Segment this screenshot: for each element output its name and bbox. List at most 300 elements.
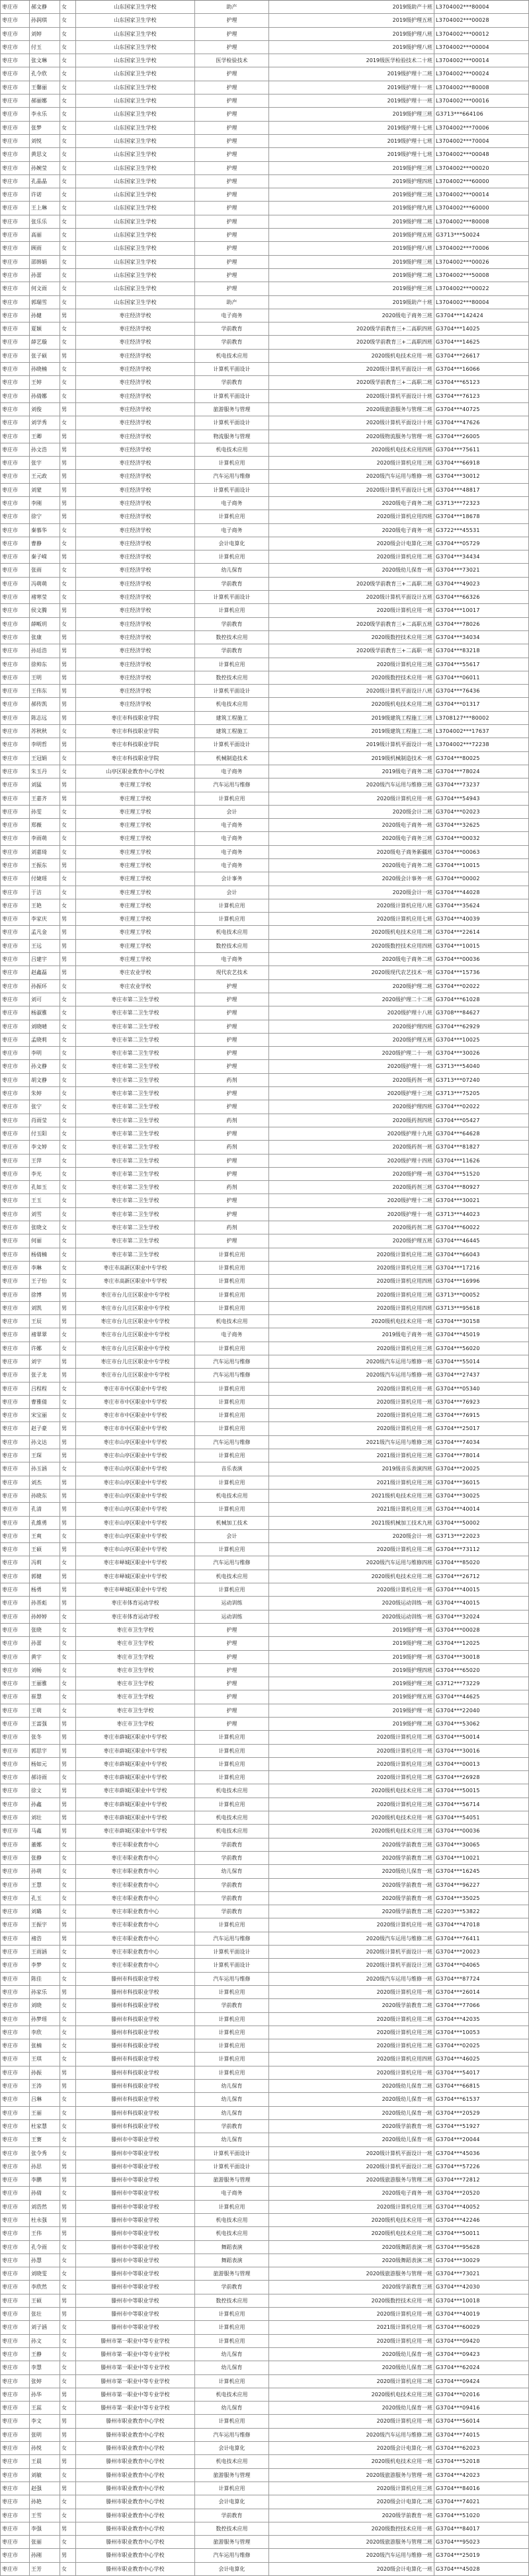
name-cell: 黄思文 bbox=[29, 148, 60, 161]
gender-cell: 女 bbox=[60, 980, 75, 993]
city-cell: 枣庄市 bbox=[0, 618, 29, 630]
table-row bbox=[0, 1784, 529, 1798]
gender-cell: 女 bbox=[60, 336, 75, 348]
city-cell: 枣庄市 bbox=[0, 578, 29, 590]
name-cell: 吕琳 bbox=[29, 2093, 60, 2105]
id-code-cell: G3704***30158 bbox=[434, 1315, 529, 1328]
school-cell: 枣庄市第二卫生学校 bbox=[75, 1208, 194, 1221]
city-cell: 枣庄市 bbox=[0, 1624, 29, 1636]
table-row bbox=[0, 416, 529, 430]
class-cell: 2020级计算机平面设计八班 bbox=[268, 685, 434, 697]
class-cell: 2020级机电技术应用二班 bbox=[268, 1570, 434, 1583]
class-cell: 2020级计算机应用一班 bbox=[268, 1396, 434, 1408]
id-code-cell: G3704***73021 bbox=[434, 2267, 529, 2280]
table-row bbox=[0, 1503, 529, 1516]
school-cell: 滕州市职业教育中心学校 bbox=[75, 2482, 194, 2495]
gender-cell: 女 bbox=[60, 1342, 75, 1355]
gender-cell: 女 bbox=[60, 322, 75, 335]
class-cell: 2020级学前教育二班 bbox=[268, 1999, 434, 2012]
city-cell: 枣庄市 bbox=[0, 1, 29, 13]
class-cell: 2019级护理三班 bbox=[268, 108, 434, 120]
name-cell: 李明哲 bbox=[29, 738, 60, 751]
gender-cell: 女 bbox=[60, 1704, 75, 1717]
school-cell: 枣庄理工学校 bbox=[75, 846, 194, 858]
gender-cell: 女 bbox=[60, 363, 75, 375]
table-row bbox=[0, 457, 529, 470]
gender-cell: 男 bbox=[60, 1315, 75, 1328]
gender-cell: 男 bbox=[60, 1570, 75, 1583]
major-cell: 护理 bbox=[194, 1127, 268, 1140]
name-cell: 王琛 bbox=[29, 1449, 60, 1462]
table-row bbox=[0, 1718, 529, 1731]
city-cell: 枣庄市 bbox=[0, 1677, 29, 1690]
class-cell: 2020级计算机应用一班 bbox=[268, 1383, 434, 1395]
id-code-cell: G3704***00028 bbox=[434, 1624, 529, 1636]
id-code-cell: G3704***34034 bbox=[434, 631, 529, 644]
id-code-cell: G3704***95628 bbox=[434, 2241, 529, 2254]
school-cell: 滕州市科技职业学校 bbox=[75, 2026, 194, 2039]
school-cell: 滕州市科技职业学校 bbox=[75, 1986, 194, 1998]
school-cell: 枣庄市职业教育中心 bbox=[75, 1892, 194, 1905]
table-row bbox=[0, 1758, 529, 1771]
id-code-cell: G3704***09424 bbox=[434, 2375, 529, 2388]
id-code-cell: L3704002***50008 bbox=[434, 269, 529, 282]
id-code-cell: G3704***42030 bbox=[434, 2281, 529, 2293]
class-cell: 2020级机电技术应用二班 bbox=[268, 698, 434, 710]
name-cell: 郝丽娜 bbox=[29, 95, 60, 107]
gender-cell: 男 bbox=[60, 2415, 75, 2427]
name-cell: 刘悦 bbox=[29, 135, 60, 147]
major-cell: 旅游服务与管理 bbox=[194, 2174, 268, 2186]
class-cell: 2020级护理四班 bbox=[268, 1020, 434, 1033]
gender-cell: 女 bbox=[60, 1181, 75, 1193]
table-row bbox=[0, 1583, 529, 1597]
id-code-cell: G3704***22040 bbox=[434, 1704, 529, 1717]
name-cell: 郑薇 bbox=[29, 819, 60, 831]
major-cell: 会计事务 bbox=[194, 872, 268, 885]
table-row bbox=[0, 1664, 529, 1677]
gender-cell: 男 bbox=[60, 2482, 75, 2495]
major-cell: 护理 bbox=[194, 1194, 268, 1207]
gender-cell: 女 bbox=[60, 899, 75, 912]
name-cell: 孙梦瑶 bbox=[29, 2013, 60, 2026]
major-cell: 学前教育 bbox=[194, 1999, 268, 2012]
name-cell: 刘畅 bbox=[29, 1664, 60, 1677]
name-cell: 郝文静 bbox=[29, 1, 60, 13]
table-row bbox=[0, 162, 529, 175]
table-row bbox=[0, 350, 529, 363]
gender-cell: 女 bbox=[60, 215, 75, 228]
table-row bbox=[0, 591, 529, 604]
id-code-cell: L3704002***60000 bbox=[434, 175, 529, 188]
school-cell: 枣庄理工学校 bbox=[75, 778, 194, 791]
gender-cell: 女 bbox=[60, 993, 75, 1006]
class-cell: 2020级计算机平面设计一班 bbox=[268, 1946, 434, 1958]
id-code-cell: G3704***10015 bbox=[434, 940, 529, 952]
name-cell: 付玉 bbox=[29, 41, 60, 54]
city-cell: 枣庄市 bbox=[0, 1194, 29, 1207]
major-cell: 护理 bbox=[194, 28, 268, 40]
school-cell: 枣庄市职业教育中心 bbox=[75, 1918, 194, 1931]
gender-cell: 男 bbox=[60, 1758, 75, 1770]
class-cell: 2020级计算机平面设计七班 bbox=[268, 484, 434, 496]
id-code-cell: G3704***45019 bbox=[434, 1328, 529, 1341]
name-cell: 王伟 bbox=[29, 2227, 60, 2240]
id-code-cell: G3704***16066 bbox=[434, 363, 529, 375]
city-cell: 枣庄市 bbox=[0, 430, 29, 443]
name-cell: 徐帅东 bbox=[29, 658, 60, 671]
major-cell: 机电技术应用 bbox=[194, 1570, 268, 1583]
id-code-cell: L3704002***80004 bbox=[434, 296, 529, 309]
school-cell: 枣庄经济学校 bbox=[75, 497, 194, 510]
table-row bbox=[0, 1302, 529, 1315]
gender-cell: 男 bbox=[60, 1543, 75, 1556]
school-cell: 枣庄市卫生学校 bbox=[75, 1704, 194, 1717]
gender-cell: 女 bbox=[60, 1087, 75, 1100]
school-cell: 滕州市职业教育中心学校 bbox=[75, 2509, 194, 2522]
table-row bbox=[0, 269, 529, 282]
major-cell: 计算机平面设计 bbox=[194, 484, 268, 496]
table-row bbox=[0, 671, 529, 685]
major-cell: 计算机应用 bbox=[194, 2039, 268, 2052]
name-cell: 李刚 bbox=[29, 497, 60, 510]
city-cell: 枣庄市 bbox=[0, 2053, 29, 2065]
school-cell: 枣庄市第二卫生学校 bbox=[75, 1034, 194, 1046]
gender-cell: 男 bbox=[60, 1986, 75, 1998]
id-code-cell: G3704***80927 bbox=[434, 1181, 529, 1193]
table-row bbox=[0, 2147, 529, 2160]
major-cell: 机电技术应用 bbox=[194, 1490, 268, 1502]
table-row bbox=[0, 296, 529, 309]
name-cell: 王丽 bbox=[29, 2107, 60, 2119]
id-code-cell: G3704***64628 bbox=[434, 1127, 529, 1140]
city-cell: 枣庄市 bbox=[0, 54, 29, 67]
table-row bbox=[0, 122, 529, 135]
city-cell: 枣庄市 bbox=[0, 2214, 29, 2226]
table-row bbox=[0, 1047, 529, 1060]
major-cell: 医学检验技术 bbox=[194, 54, 268, 67]
class-cell: 2021级计算机应用三班 bbox=[268, 1449, 434, 1462]
city-cell: 枣庄市 bbox=[0, 2415, 29, 2427]
name-cell: 王振宇 bbox=[29, 1918, 60, 1931]
name-cell: 赵强 bbox=[29, 2482, 60, 2495]
id-code-cell: G3704***35624 bbox=[434, 899, 529, 912]
school-cell: 枣庄理工学校 bbox=[75, 940, 194, 952]
id-code-cell: G3704***56020 bbox=[434, 1342, 529, 1355]
gender-cell: 男 bbox=[60, 604, 75, 617]
city-cell: 枣庄市 bbox=[0, 1422, 29, 1435]
city-cell: 枣庄市 bbox=[0, 403, 29, 416]
school-cell: 山东国家卫生学校 bbox=[75, 269, 194, 282]
school-cell: 枣庄经济学校 bbox=[75, 376, 194, 389]
class-cell: 2019级护理十二班 bbox=[268, 67, 434, 80]
city-cell: 枣庄市 bbox=[0, 1034, 29, 1046]
name-cell: 张文琳 bbox=[29, 54, 60, 67]
gender-cell: 女 bbox=[60, 148, 75, 161]
city-cell: 枣庄市 bbox=[0, 1262, 29, 1274]
name-cell: 曹雅倩 bbox=[29, 1396, 60, 1408]
table-row bbox=[0, 2267, 529, 2281]
gender-cell: 女 bbox=[60, 188, 75, 201]
gender-cell: 女 bbox=[60, 2563, 75, 2575]
table-row bbox=[0, 698, 529, 711]
id-code-cell: G3713***07240 bbox=[434, 1074, 529, 1086]
school-cell: 枣庄经济学校 bbox=[75, 671, 194, 684]
city-cell: 枣庄市 bbox=[0, 296, 29, 309]
table-row bbox=[0, 1946, 529, 1959]
table-row bbox=[0, 2522, 529, 2536]
id-code-cell: G3704***00036 bbox=[434, 953, 529, 966]
gender-cell: 男 bbox=[60, 2201, 75, 2213]
gender-cell: 女 bbox=[60, 1034, 75, 1046]
id-code-cell: L3704002***72238 bbox=[434, 738, 529, 751]
school-cell: 枣庄农业学校 bbox=[75, 980, 194, 993]
city-cell: 枣庄市 bbox=[0, 926, 29, 938]
gender-cell: 女 bbox=[60, 1208, 75, 1221]
major-cell: 计算机平面设计 bbox=[194, 390, 268, 402]
major-cell: 会计 bbox=[194, 1530, 268, 1542]
gender-cell: 男 bbox=[60, 550, 75, 563]
school-cell: 枣庄理工学校 bbox=[75, 872, 194, 885]
school-cell: 枣庄市科技职业学院 bbox=[75, 738, 194, 751]
school-cell: 枣庄经济学校 bbox=[75, 604, 194, 617]
id-code-cell: G3704***72812 bbox=[434, 2174, 529, 2186]
name-cell: 孙慧 bbox=[29, 2254, 60, 2267]
gender-cell: 女 bbox=[60, 537, 75, 550]
gender-cell: 女 bbox=[60, 1892, 75, 1905]
table-row bbox=[0, 712, 529, 725]
city-cell: 枣庄市 bbox=[0, 859, 29, 872]
table-row bbox=[0, 215, 529, 229]
name-cell: 顾雨 bbox=[29, 242, 60, 254]
class-cell: 2019级护理三班 bbox=[268, 188, 434, 201]
table-row bbox=[0, 1127, 529, 1141]
city-cell: 枣庄市 bbox=[0, 2321, 29, 2333]
class-cell: 2020级幼儿保育一班 bbox=[268, 1865, 434, 1877]
major-cell: 计算机应用 bbox=[194, 1918, 268, 1931]
city-cell: 枣庄市 bbox=[0, 1825, 29, 1837]
id-code-cell: G3704***00002 bbox=[434, 872, 529, 885]
school-cell: 枣庄经济学校 bbox=[75, 336, 194, 348]
name-cell: 王晨 bbox=[29, 2455, 60, 2468]
name-cell: 张丽 bbox=[29, 2536, 60, 2548]
name-cell: 张子硕 bbox=[29, 350, 60, 362]
gender-cell: 女 bbox=[60, 14, 75, 26]
gender-cell: 女 bbox=[60, 1168, 75, 1180]
major-cell: 护理 bbox=[194, 1677, 268, 1690]
table-row bbox=[0, 1208, 529, 1221]
school-cell: 枣庄市台儿庄区职业中专学校 bbox=[75, 1342, 194, 1355]
name-cell: 孙振 bbox=[29, 2066, 60, 2079]
major-cell: 数控技术应用 bbox=[194, 671, 268, 684]
class-cell: 2020级幼儿保育一班 bbox=[268, 2107, 434, 2119]
gender-cell: 男 bbox=[60, 470, 75, 482]
school-cell: 山东国家卫生学校 bbox=[75, 122, 194, 134]
name-cell: 张婷 bbox=[29, 2375, 60, 2388]
table-row bbox=[0, 14, 529, 27]
table-row bbox=[0, 1704, 529, 1718]
name-cell: 秦慕华 bbox=[29, 524, 60, 537]
major-cell: 现代农艺技术 bbox=[194, 966, 268, 979]
school-cell: 山东国家卫生学校 bbox=[75, 202, 194, 214]
class-cell: 2020级护理五班 bbox=[268, 1234, 434, 1247]
major-cell: 机电技术应用 bbox=[194, 1784, 268, 1797]
school-cell: 枣庄经济学校 bbox=[75, 578, 194, 590]
city-cell: 枣庄市 bbox=[0, 95, 29, 107]
school-cell: 山东国家卫生学校 bbox=[75, 148, 194, 161]
gender-cell: 女 bbox=[60, 1651, 75, 1663]
id-code-cell: G3704***62024 bbox=[434, 2361, 529, 2374]
class-cell: 2020级护理十四班 bbox=[268, 1155, 434, 1167]
table-row bbox=[0, 1999, 529, 2012]
school-cell: 枣庄市市中区职业中专学校 bbox=[75, 1396, 194, 1408]
class-cell: 2019级护理五班 bbox=[268, 229, 434, 241]
major-cell: 机电技术应用 bbox=[194, 2214, 268, 2226]
school-cell: 枣庄市职业教育中心 bbox=[75, 1905, 194, 1918]
gender-cell: 男 bbox=[60, 1718, 75, 1730]
gender-cell: 女 bbox=[60, 1275, 75, 1287]
id-code-cell: G3704***76123 bbox=[434, 390, 529, 402]
major-cell: 幼儿保育 bbox=[194, 1865, 268, 1877]
school-cell: 山东国家卫生学校 bbox=[75, 67, 194, 80]
gender-cell: 男 bbox=[60, 1597, 75, 1609]
city-cell: 枣庄市 bbox=[0, 1060, 29, 1073]
gender-cell: 男 bbox=[60, 1355, 75, 1368]
table-row bbox=[0, 510, 529, 523]
city-cell: 枣庄市 bbox=[0, 1114, 29, 1127]
school-cell: 山东国家卫生学校 bbox=[75, 282, 194, 295]
gender-cell: 男 bbox=[60, 859, 75, 872]
city-cell: 枣庄市 bbox=[0, 1651, 29, 1663]
table-row bbox=[0, 2442, 529, 2455]
name-cell: 孙婉莹 bbox=[29, 162, 60, 174]
name-cell: 高丽 bbox=[29, 229, 60, 241]
major-cell: 机电技术应用 bbox=[194, 1825, 268, 1837]
city-cell: 枣庄市 bbox=[0, 2160, 29, 2173]
city-cell: 枣庄市 bbox=[0, 1074, 29, 1086]
id-code-cell: G3704***40014 bbox=[434, 1503, 529, 1515]
gender-cell: 女 bbox=[60, 2120, 75, 2133]
name-cell: 孙蕾 bbox=[29, 269, 60, 282]
class-cell: 2019级护理八班 bbox=[268, 242, 434, 254]
name-cell: 王爽 bbox=[29, 1530, 60, 1542]
gender-cell: 女 bbox=[60, 67, 75, 80]
table-row bbox=[0, 41, 529, 54]
id-code-cell: G3704***11626 bbox=[434, 1155, 529, 1167]
class-cell: 2020级机电技术应用二班 bbox=[268, 926, 434, 938]
class-cell: 2020级会计二班 bbox=[268, 806, 434, 818]
name-cell: 付婕瑶 bbox=[29, 872, 60, 885]
table-row bbox=[0, 940, 529, 953]
id-code-cell: G3704***02022 bbox=[434, 980, 529, 993]
school-cell: 枣庄市山亭区职业中专学校 bbox=[75, 1490, 194, 1502]
city-cell: 枣庄市 bbox=[0, 2388, 29, 2401]
major-cell: 建筑工程施工 bbox=[194, 725, 268, 738]
major-cell: 机电技术应用 bbox=[194, 698, 268, 710]
city-cell: 枣庄市 bbox=[0, 336, 29, 348]
name-cell: 孙倩娜 bbox=[29, 390, 60, 402]
school-cell: 滕州市科技职业学校 bbox=[75, 2120, 194, 2133]
gender-cell: 女 bbox=[60, 2254, 75, 2267]
class-cell: 2020级护理二十一班 bbox=[268, 1047, 434, 1059]
table-row bbox=[0, 604, 529, 617]
school-cell: 山东国家卫生学校 bbox=[75, 296, 194, 309]
major-cell: 汽车运用与维修 bbox=[194, 1369, 268, 1381]
major-cell: 计算机平面设计 bbox=[194, 1959, 268, 1971]
id-code-cell: G3704***14625 bbox=[434, 336, 529, 348]
city-cell: 枣庄市 bbox=[0, 698, 29, 710]
major-cell: 护理 bbox=[194, 14, 268, 26]
class-cell: 2020级计算机应用二班 bbox=[268, 2039, 434, 2052]
school-cell: 滕州市中等职业学校 bbox=[75, 2174, 194, 2186]
school-cell: 枣庄市职业教育中心 bbox=[75, 1852, 194, 1864]
major-cell: 学前教育 bbox=[194, 376, 268, 389]
name-cell: 杨如元 bbox=[29, 1758, 60, 1770]
school-cell: 枣庄市台儿庄区职业中专学校 bbox=[75, 1328, 194, 1341]
name-cell: 刘晓雯 bbox=[29, 2267, 60, 2280]
id-code-cell: G3704***95023 bbox=[434, 2536, 529, 2548]
school-cell: 滕州市第一职业中等专业学校 bbox=[75, 2348, 194, 2361]
school-cell: 滕州市中等职业学校 bbox=[75, 2267, 194, 2280]
table-row bbox=[0, 2254, 529, 2267]
class-cell: 2020级汽车运用与维修一班 bbox=[268, 1355, 434, 1368]
gender-cell: 女 bbox=[60, 1060, 75, 1073]
city-cell: 枣庄市 bbox=[0, 1127, 29, 1140]
id-code-cell: G3704***25017 bbox=[434, 1422, 529, 1435]
major-cell: 计算机应用 bbox=[194, 2201, 268, 2213]
id-code-cell: L3704002***70004 bbox=[434, 135, 529, 147]
name-cell: 李光 bbox=[29, 1168, 60, 1180]
city-cell: 枣庄市 bbox=[0, 2469, 29, 2481]
table-row bbox=[0, 578, 529, 591]
id-code-cell: G3704***45028 bbox=[434, 2563, 529, 2575]
name-cell: 孙振环 bbox=[29, 980, 60, 993]
table-row bbox=[0, 376, 529, 389]
city-cell: 枣庄市 bbox=[0, 765, 29, 778]
school-cell: 枣庄市山亭区职业中专学校 bbox=[75, 1543, 194, 1556]
class-cell: 2019级护理十七班 bbox=[268, 135, 434, 147]
school-cell: 滕州市职业教育中心学校 bbox=[75, 2429, 194, 2441]
class-cell: 2020级计算机平面设计十班 bbox=[268, 390, 434, 402]
school-cell: 枣庄市市中区职业中专学校 bbox=[75, 1409, 194, 1421]
city-cell: 枣庄市 bbox=[0, 2187, 29, 2199]
school-cell: 枣庄市科技职业学院 bbox=[75, 725, 194, 738]
gender-cell: 女 bbox=[60, 1100, 75, 1113]
city-cell: 枣庄市 bbox=[0, 148, 29, 161]
id-code-cell: G3704***73021 bbox=[434, 564, 529, 576]
school-cell: 枣庄经济学校 bbox=[75, 309, 194, 322]
city-cell: 枣庄市 bbox=[0, 1168, 29, 1180]
gender-cell: 女 bbox=[60, 242, 75, 254]
school-cell: 枣庄市台儿庄区职业中专学校 bbox=[75, 1289, 194, 1301]
id-code-cell: G3704***42023 bbox=[434, 2469, 529, 2481]
school-cell: 枣庄市山亭区职业中专学校 bbox=[75, 1503, 194, 1515]
major-cell: 学前教育 bbox=[194, 2120, 268, 2133]
name-cell: 刘婷 bbox=[29, 28, 60, 40]
id-code-cell: G3704***09423 bbox=[434, 2348, 529, 2361]
table-row bbox=[0, 2227, 529, 2240]
class-cell: 2020级计算机应用七班 bbox=[268, 913, 434, 925]
table-row bbox=[0, 550, 529, 564]
school-cell: 枣庄市职业教育中心 bbox=[75, 1838, 194, 1851]
table-row bbox=[0, 282, 529, 295]
table-row bbox=[0, 1262, 529, 1275]
name-cell: 王远 bbox=[29, 940, 60, 952]
gender-cell: 男 bbox=[60, 1302, 75, 1314]
name-cell: 董娜 bbox=[29, 1838, 60, 1851]
gender-cell: 女 bbox=[60, 2093, 75, 2105]
class-cell: 2019级护理十七班 bbox=[268, 148, 434, 161]
